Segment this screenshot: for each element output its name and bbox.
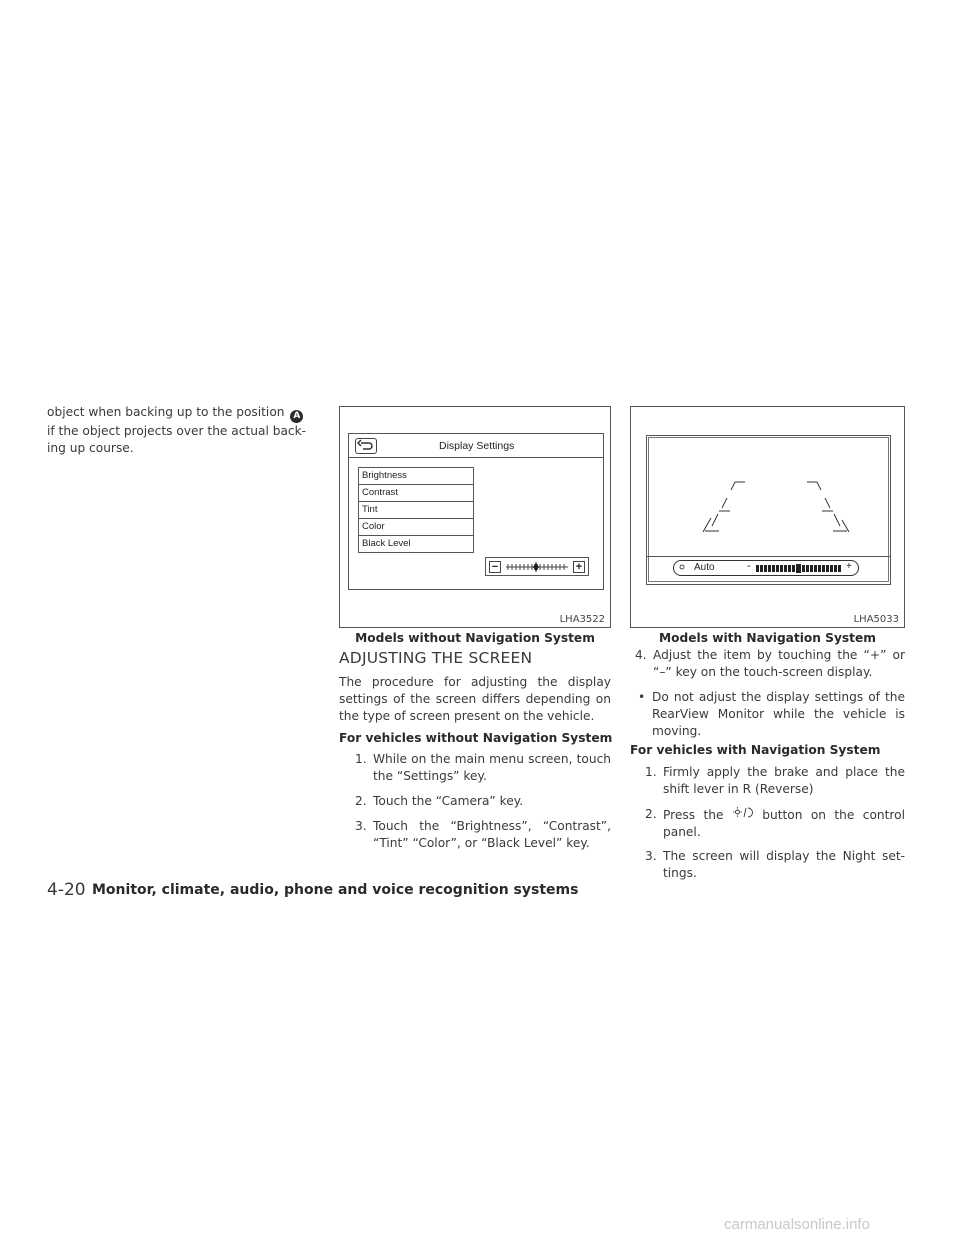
figure-code: LHA5033 — [853, 614, 899, 625]
intro-line-1: object when backing up to the position — [47, 405, 285, 419]
guide-lines — [667, 454, 867, 534]
menu-item-color[interactable]: Color — [359, 519, 473, 536]
intro-line-3: ing up course. — [47, 441, 134, 455]
step-without-3: 3. Touch the “Brightness”, “Contrast”, “Tint” “Color”, or “Black Level” key. — [355, 819, 611, 850]
subheading-with-navigation: For vehicles with Navigation System — [630, 743, 881, 757]
intro-line-2: if the object projects over the actual back- — [47, 424, 307, 438]
monitor-screen — [646, 435, 891, 585]
caption-without-navigation: Models without Navigation System — [355, 631, 595, 645]
figure-code: LHA3522 — [559, 614, 605, 625]
minus-button[interactable]: − — [489, 561, 501, 573]
step-with-3: 3. The screen will display the Night set- tings. — [645, 849, 905, 880]
figure-display-settings — [339, 406, 611, 628]
caption-with-navigation: Models with Navigation System — [659, 631, 876, 645]
day-night-icon — [733, 806, 753, 820]
back-arrow-icon[interactable] — [355, 438, 377, 454]
step-without-2: 2. Touch the “Camera” key. — [355, 794, 524, 808]
step-without-4: 4. Adjust the item by touching the “+” or “–” key on the touch-screen display. — [635, 648, 905, 679]
chapter-title: Monitor, climate, audio, phone and voice recognition systems — [92, 882, 579, 898]
figure-rearview-monitor — [630, 406, 905, 628]
settings-menu — [358, 467, 474, 553]
watermark: carmanualsonline.info — [724, 1216, 870, 1233]
page-number: 4-20 — [47, 880, 86, 900]
section-heading: ADJUSTING THE SCREEN — [339, 649, 533, 667]
plus-button[interactable]: + — [573, 561, 585, 573]
minus-label[interactable]: - — [747, 560, 751, 572]
subheading-without-navigation: For vehicles without Navigation System — [339, 731, 613, 745]
caution-bullet: • Do not adjust the display settings of the RearView Monitor while the vehicle is moving. — [638, 690, 905, 738]
step-with-1: 1. Firmly apply the brake and place the shift lever in R (Reverse) — [645, 765, 905, 796]
display-settings-screen — [348, 433, 604, 590]
marker-a-icon: A — [290, 410, 303, 423]
adjust-slider[interactable] — [485, 557, 589, 576]
day-night-icon — [678, 562, 692, 574]
auto-setting-panel[interactable] — [673, 560, 859, 576]
screen-title: Display Settings — [439, 440, 515, 452]
slider-track — [504, 561, 570, 573]
step-without-1: 1. While on the main menu screen, touch the “Settings” key. — [355, 752, 611, 783]
menu-item-black-level[interactable]: Black Level — [362, 538, 411, 549]
section-intro: The procedure for adjusting the display settings of the screen differs depending on the type of screen present on the vehicle. — [339, 675, 611, 723]
menu-item-tint[interactable]: Tint — [359, 502, 473, 519]
intro-paragraph — [47, 404, 322, 457]
level-bar — [756, 564, 852, 574]
plus-label[interactable]: + — [846, 561, 852, 572]
menu-item-brightness[interactable]: Brightness — [359, 468, 473, 485]
menu-item-contrast[interactable]: Contrast — [359, 485, 473, 502]
step-with-2: 2. Press the button on the control panel. — [645, 807, 906, 839]
auto-label: Auto — [694, 562, 715, 573]
